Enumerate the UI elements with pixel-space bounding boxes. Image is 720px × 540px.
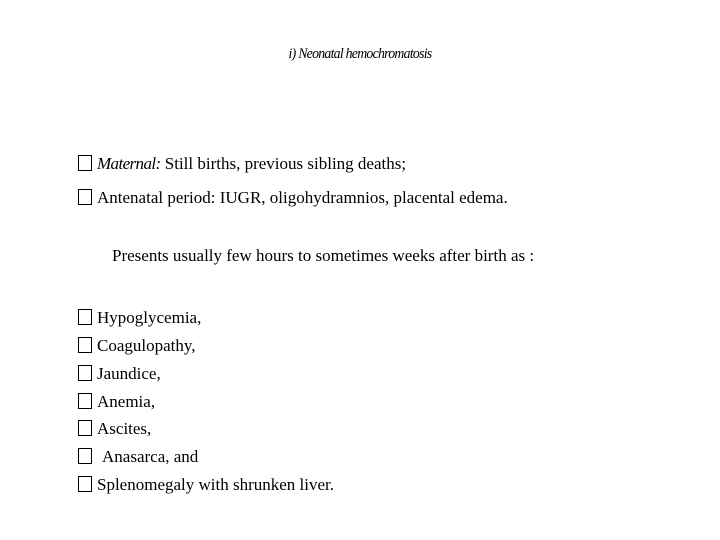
history-item-antenatal bbox=[78, 187, 508, 209]
feature-item bbox=[78, 474, 334, 496]
slide-title: i) Neonatal hemochromatosis bbox=[288, 46, 432, 62]
bullet-box-icon bbox=[78, 309, 92, 325]
feature-item bbox=[78, 307, 201, 329]
feature-label: Anemia, bbox=[97, 392, 156, 411]
feature-item bbox=[78, 446, 198, 468]
feature-item bbox=[78, 363, 161, 385]
presentation-intro: Presents usually few hours to sometimes weeks after birth as : bbox=[112, 246, 535, 265]
bullet-box-icon bbox=[78, 155, 92, 171]
bullet-box-icon bbox=[78, 393, 92, 409]
bullet-box-icon bbox=[78, 420, 92, 436]
feature-label: Anasarca, and bbox=[102, 447, 199, 466]
bullet-box-icon bbox=[78, 448, 92, 464]
history-item-maternal bbox=[78, 153, 406, 175]
feature-label: Coagulopathy, bbox=[97, 336, 196, 355]
feature-item bbox=[78, 418, 151, 440]
feature-label: Splenomegaly with shrunken liver. bbox=[97, 475, 335, 494]
feature-label: Hypoglycemia, bbox=[97, 308, 202, 327]
maternal-text: Still births, previous sibling deaths; bbox=[164, 154, 407, 173]
feature-item bbox=[78, 335, 196, 357]
bullet-box-icon bbox=[78, 189, 92, 205]
feature-item bbox=[78, 391, 155, 413]
feature-label: Ascites, bbox=[97, 419, 152, 438]
antenatal-text: Antenatal period: IUGR, oligohydramnios, placental edema. bbox=[97, 188, 508, 207]
maternal-label: Maternal: bbox=[97, 154, 161, 173]
bullet-box-icon bbox=[78, 365, 92, 381]
bullet-box-icon bbox=[78, 476, 92, 492]
bullet-box-icon bbox=[78, 337, 92, 353]
feature-label: Jaundice, bbox=[97, 364, 161, 383]
